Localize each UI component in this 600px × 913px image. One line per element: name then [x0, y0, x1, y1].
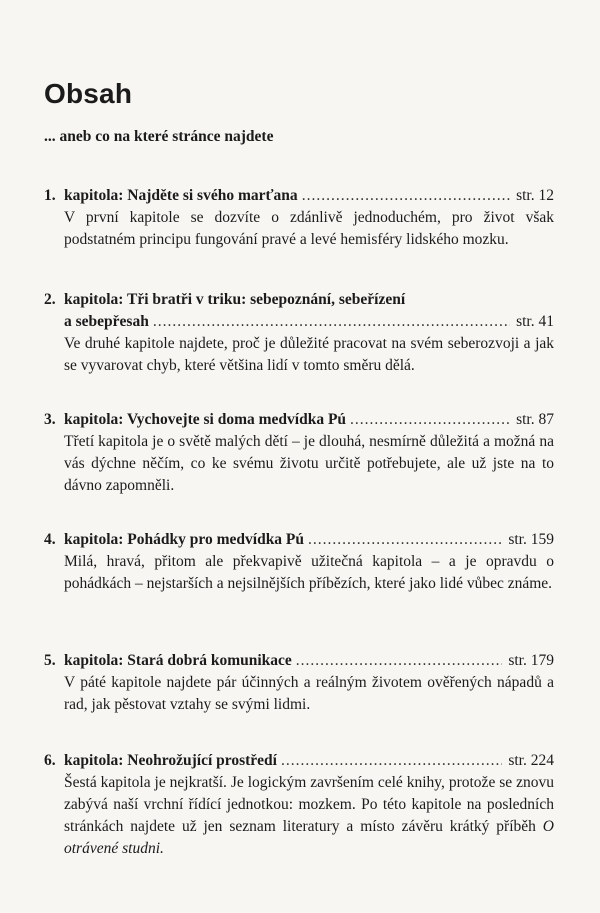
- dot-leader: [153, 311, 510, 333]
- page-title: Obsah: [44, 78, 133, 109]
- chapter-number: 4.: [44, 531, 56, 548]
- chapter-number: 5.: [44, 652, 56, 669]
- chapter-heading-continued: a sebepřesah: [64, 313, 149, 330]
- chapter-number: 6.: [44, 752, 56, 769]
- chapter-page-number: str. 159: [508, 531, 554, 548]
- chapter-description: Milá, hravá, přitom ale překvapivě užitečná kapitola – a je opravdu o pohádkách – nejstarších a nejsilnějších příbězích, které jako lidé vůbec známe.: [64, 553, 554, 592]
- chapter-heading-line: [44, 529, 554, 551]
- toc-entry-chapter-4: [44, 529, 554, 595]
- dot-leader: [281, 750, 502, 772]
- toc-entry-chapter-5: [44, 650, 554, 716]
- chapter-page-number: str. 179: [508, 652, 554, 669]
- chapter-heading-line: [44, 185, 554, 207]
- toc-entry-chapter-3: [44, 409, 554, 497]
- chapter-heading: kapitola: Stará dobrá komunikace: [64, 652, 292, 669]
- toc-entry-chapter-1: [44, 185, 554, 251]
- chapter-page-number: str. 12: [516, 187, 554, 204]
- chapter-number: 1.: [44, 187, 56, 204]
- chapter-page-number: str. 224: [508, 752, 554, 769]
- chapter-page-number: str. 87: [516, 411, 554, 428]
- chapter-heading-line: [44, 750, 554, 772]
- chapter-description: V první kapitole se dozvíte o zdánlivě jednoduchém, pro život však podstatném principu fungování pravé a levé hemisféry lidského mozku.: [64, 209, 554, 248]
- chapter-heading: kapitola: Vychovejte si doma medvídka Pú: [64, 411, 347, 428]
- chapter-description: Ve druhé kapitole najdete, proč je důležité pracovat na svém seberozvoji a jak se vyvarovat chyb, které většina lidí v tomto směru dělá.: [64, 335, 554, 374]
- dot-leader: [302, 185, 510, 207]
- chapter-number: 3.: [44, 411, 56, 428]
- chapter-heading: kapitola: Pohádky pro medvídka Pú: [64, 531, 305, 548]
- chapter-heading-line: [44, 289, 554, 311]
- chapter-heading: kapitola: Najděte si svého marťana: [64, 187, 298, 204]
- chapter-heading-line: [44, 650, 554, 672]
- page-subtitle: ... aneb co na které stránce najdete: [44, 128, 274, 145]
- toc-entry-chapter-2: [44, 289, 554, 377]
- story-title: O otrávené studni.: [64, 818, 554, 857]
- chapter-description: Třetí kapitola je o světě malých dětí – je dlouhá, nesmírně důležitá a možná na vás dýchne něčím, co ke svému životu určitě potřebujete, ale už jste na to dávno zapomněli.: [64, 433, 554, 494]
- dot-leader: [350, 409, 510, 431]
- chapter-heading: kapitola: Neohrožující prostředí: [64, 752, 277, 769]
- chapter-description-text: Šestá kapitola je nejkratší. Je logickým završením celé knihy, protože se znovu zabývá naší vrchní řídící jednotkou: mozkem. Po této kapitole na posledních stránkách najdete už jen seznam literatury a místo závěru krátký příběh: [64, 774, 554, 835]
- dot-leader: [296, 650, 503, 672]
- dot-leader: [308, 529, 502, 551]
- toc-entry-chapter-6: [44, 750, 554, 860]
- chapter-heading: kapitola: Tři bratři v triku: sebepoznání, sebeřízení: [64, 291, 406, 308]
- chapter-description: V páté kapitole najdete pár účinných a reálným životem ověřených nápadů a rad, jak pěstovat vztahy se svými lidmi.: [64, 674, 554, 713]
- chapter-page-number: str. 41: [516, 313, 554, 330]
- chapter-description: [44, 772, 554, 860]
- chapter-number: 2.: [44, 291, 56, 308]
- chapter-heading-line: [44, 409, 554, 431]
- chapter-heading-line-continued: [44, 311, 554, 333]
